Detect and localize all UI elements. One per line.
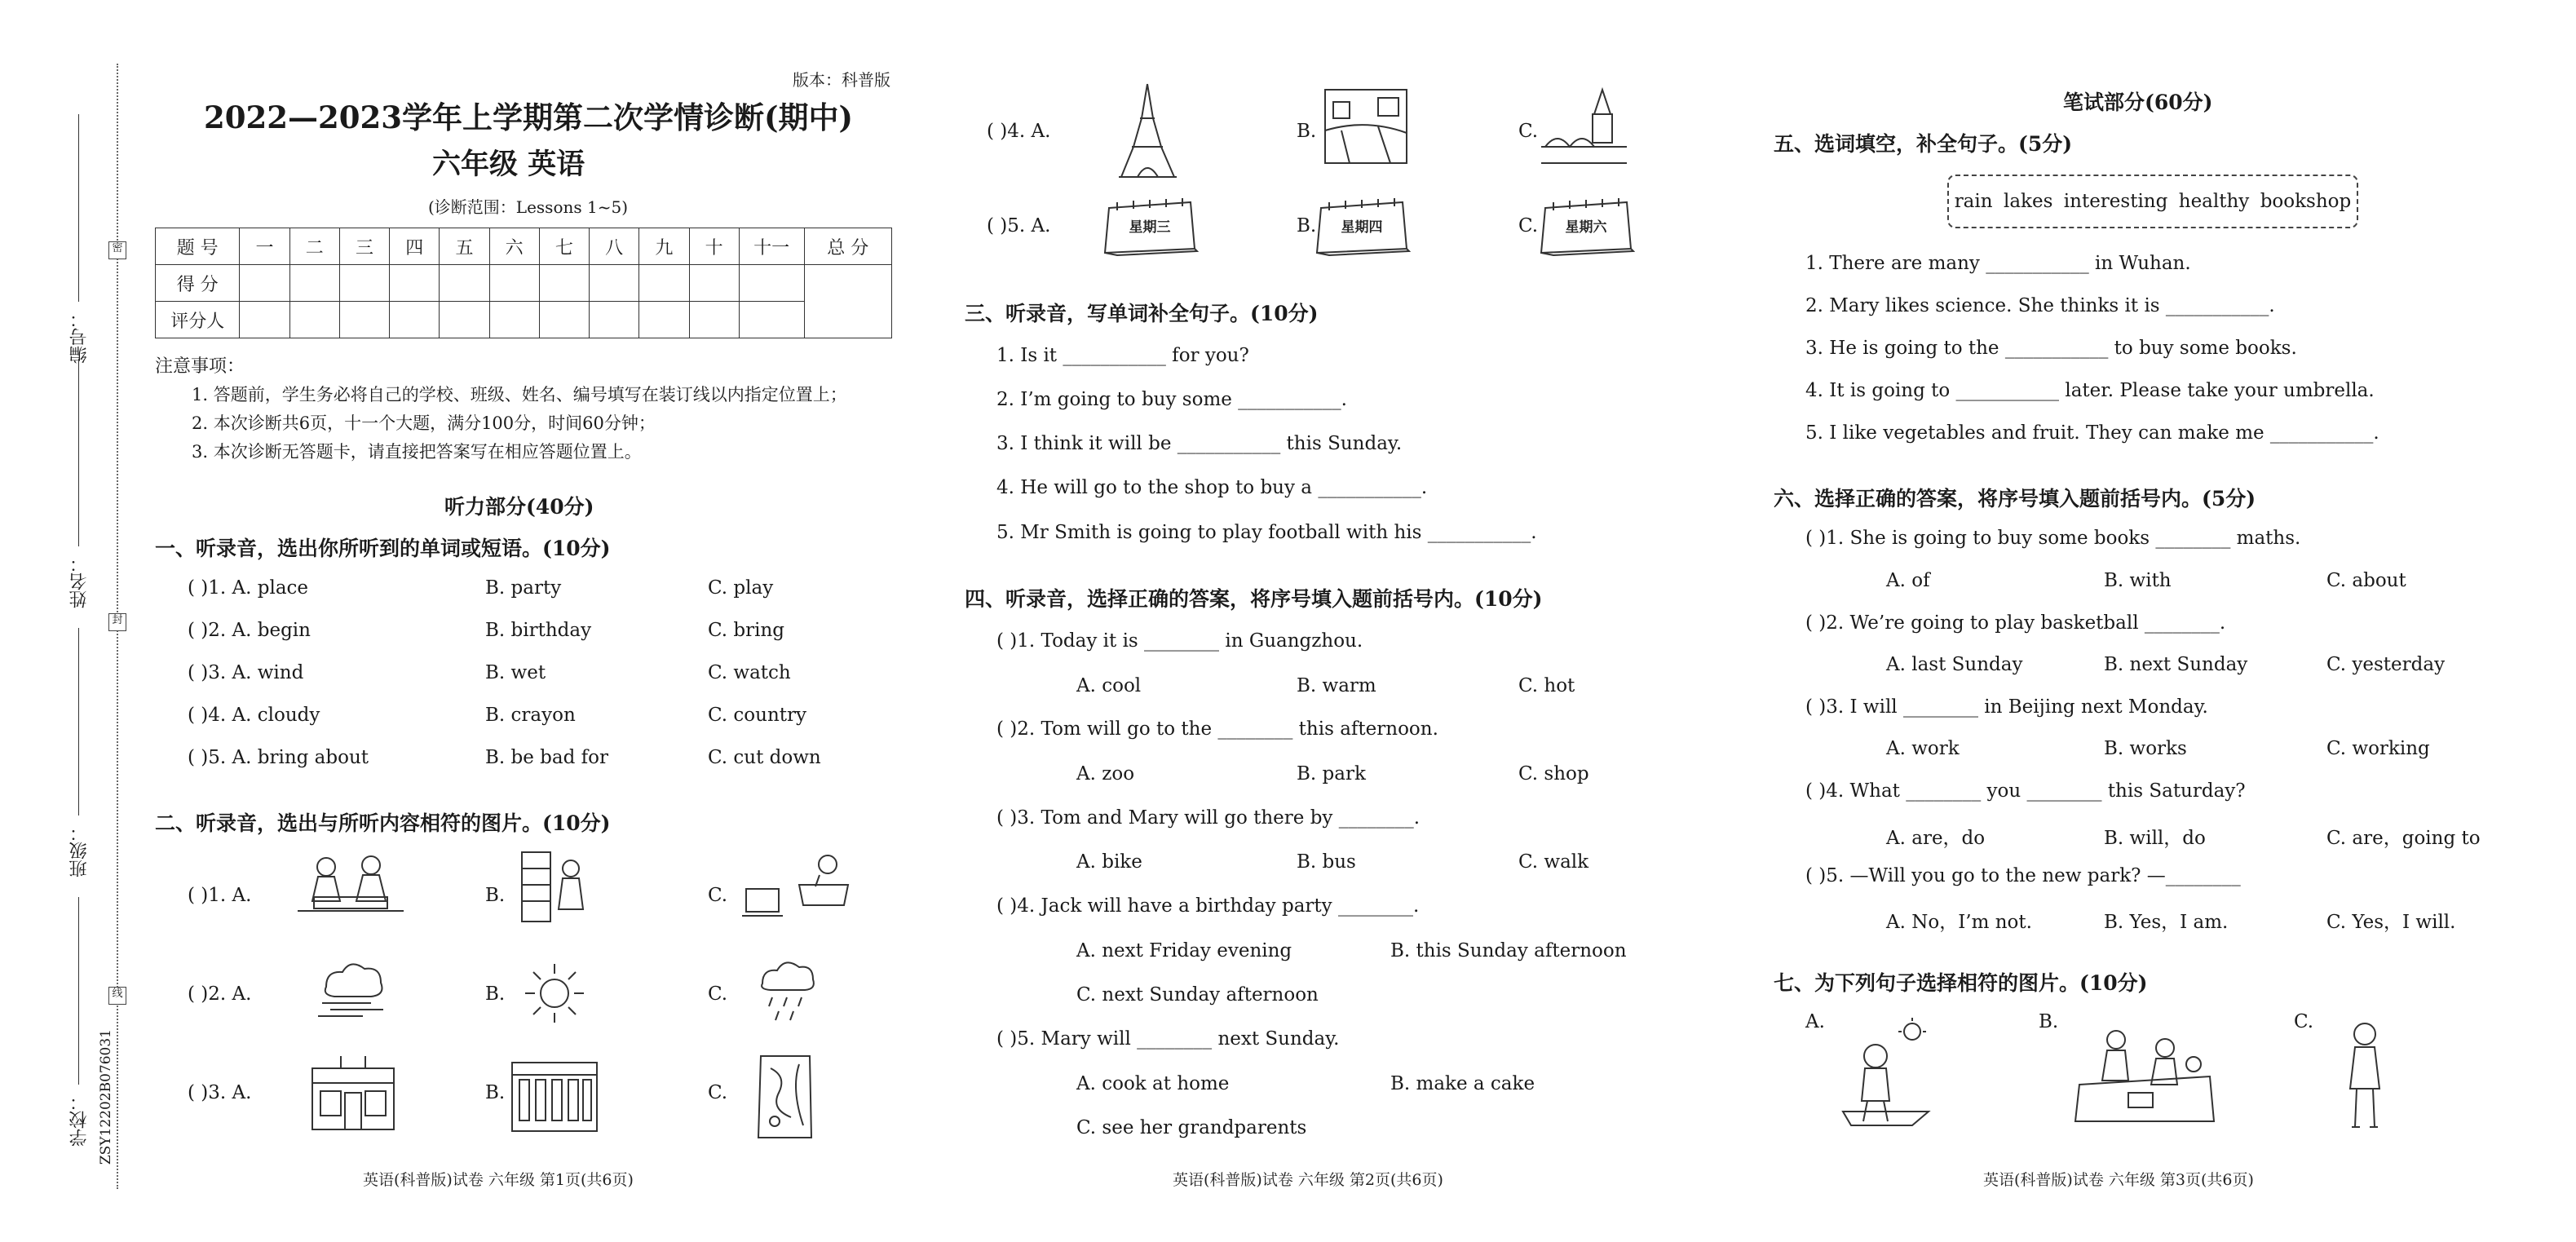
s4-q5: ( )5. Mary will ________ next Sunday. [996,1028,1340,1050]
score-header: 二 [289,228,339,265]
s4-q3: ( )3. Tom and Mary will go there by ________. [996,807,1421,829]
s6-q5: ( )5. —Will you go to the new park? —________ [1805,865,2241,886]
s6-q3: ( )3. I will ________ in Beijing next Monday. [1805,696,2208,718]
s4-q2-c: C. shop [1518,763,1589,785]
binding-mark-mid: 封 [108,613,126,631]
s4-q2: ( )2. Tom will go to the ________ this afternoon. [996,718,1438,740]
s4-q3-b: B. bus [1297,851,1356,873]
score-table-score-row [156,265,892,302]
p2-q5: ( )5. A. [987,215,1051,236]
s4-q2-b: B. park [1297,763,1366,785]
note-item: 2. 本次诊断共6页，十一个大题，满分100分，时间60分钟； [192,413,656,433]
score-header: 五 [440,228,489,265]
written-part-title: 笔试部分(60分) [2063,91,2213,114]
s2-q2: ( )2. A. [188,983,252,1005]
score-row-label: 得 分 [156,265,240,302]
s1-q5-c: C. cut down [708,747,821,768]
s6-q1-b: B. with [2104,570,2172,591]
binding-number-label: 编号： [69,310,90,364]
s6-q4-a: A. are，do [1886,828,1986,849]
s3-item: 1. Is it ___________ for you? [996,345,1249,366]
picture-shop-front [308,1052,398,1134]
s5-item: 1. There are many ___________ in Wuhan. [1805,253,2191,274]
s1-q3-c: C. watch [708,662,791,683]
s2-q3-c: C. [708,1082,728,1103]
calendar-wednesday-icon [1101,196,1199,257]
s4-q2-a: A. zoo [1076,763,1135,785]
s3-item: 3. I think it will be ___________ this Sunday. [996,433,1403,454]
score-cell[interactable] [240,265,289,302]
s4-q3-a: A. bike [1076,851,1142,873]
s1-q5-b: B. be bad for [485,747,608,768]
p2-q4-c: C. [1518,121,1539,142]
score-table-grader-row [156,302,892,338]
picture-girl-sofa-tv [730,852,852,922]
score-header: 题 号 [156,228,240,265]
section-5-title: 五、选词填空，补全句子。(5分) [1774,132,2073,156]
score-header: 七 [539,228,589,265]
s4-q4-b: B. this Sunday afternoon [1390,940,1627,961]
s7-label-c: C. [2294,1011,2314,1032]
s6-q4: ( )4. What ________ you ________ this Saturday? [1805,780,2246,802]
picture-boy-sun [1839,1015,1937,1129]
s7-label-a: A. [1805,1011,1825,1032]
s3-item: 5. Mr Smith is going to play football with his ___________. [996,522,1537,543]
s3-item: 2. I’m going to buy some ___________. [996,389,1347,410]
grader-cell[interactable] [489,302,539,338]
sun-icon [522,961,587,1026]
score-cell[interactable] [639,265,689,302]
p2-q4: ( )4. A. [987,121,1051,142]
binding-school-line[interactable] [78,897,79,1085]
word-bank-item: healthy [2178,191,2250,212]
exam-title: 2022—2023学年上学期第二次学情诊断(期中) [204,99,853,135]
calendar-b-text: 星期四 [1341,219,1383,236]
calendar-a-text: 星期三 [1129,219,1171,236]
s6-q5-b: B. Yes，I am. [2104,912,2229,933]
section-4-title: 四、听录音，选择正确的答案，将序号填入题前括号内。(10分) [965,587,1543,611]
s2-q3: ( )3. A. [188,1082,252,1103]
score-cell[interactable] [289,265,339,302]
exam-scope: (诊断范围：Lessons 1~5) [428,197,628,217]
score-table-header-row [156,228,892,265]
s4-q5-a: A. cook at home [1076,1073,1230,1094]
page1-footer: 英语(科普版)试卷 六年级 第1页(共6页) [363,1171,634,1189]
section-6-title: 六、选择正确的答案，将序号填入题前括号内。(5分) [1774,487,2256,511]
score-table [155,228,892,338]
grader-cell[interactable] [539,302,589,338]
binding-school-label: 学校： [69,1093,90,1147]
calendar-c-text: 星期六 [1565,219,1607,236]
s1-q3-b: B. wet [485,662,546,683]
score-cell[interactable] [440,265,489,302]
score-header: 四 [390,228,440,265]
p2-q5-c: C. [1518,215,1539,236]
score-cell[interactable] [689,265,739,302]
score-header: 一 [240,228,289,265]
picture-map [754,1052,815,1142]
binding-serial: ZSY12202B076031 [98,1029,114,1165]
s4-q5-c: C. see her grandparents [1076,1117,1307,1138]
s2-q1-c: C. [708,885,728,906]
s6-q1: ( )1. She is going to buy some books ________ maths. [1805,528,2301,549]
s6-q5-c: C. Yes，I will. [2326,912,2456,933]
picture-children-drawing [289,852,412,917]
section-2-title: 二、听录音，选出与所听内容相符的图片。(10分) [155,811,611,835]
score-cell[interactable] [739,265,804,302]
s2-q1-b: B. [485,885,506,906]
s6-q2-a: A. last Sunday [1886,654,2023,675]
notes-title: 注意事项： [155,356,245,377]
p2-q4-b: B. [1297,121,1317,142]
picture-clothes-rack [510,1060,599,1134]
s6-q1-a: A. of [1886,570,1930,591]
s4-q1-c: C. hot [1518,675,1575,696]
s4-q1-b: B. warm [1297,675,1376,696]
score-header: 八 [590,228,639,265]
s4-q1: ( )1. Today it is ________ in Guangzhou. [996,630,1363,652]
score-cell[interactable] [539,265,589,302]
s1-q2-c: C. bring [708,620,785,641]
score-header: 六 [489,228,539,265]
word-bank-item: lakes [2003,191,2053,212]
grader-cell[interactable] [639,302,689,338]
grader-cell[interactable] [440,302,489,338]
binding-name-label: 姓名： [69,555,90,608]
score-header: 十 [689,228,739,265]
picture-castle-bridge [1537,86,1631,171]
score-cell[interactable] [390,265,440,302]
binding-number-line[interactable] [78,114,79,302]
page2-footer: 英语(科普版)试卷 六年级 第2页(共6页) [1173,1171,1443,1189]
grader-cell[interactable] [240,302,289,338]
word-bank-item: rain [1954,191,1993,212]
section-3-title: 三、听录音，写单词补全句子。(10分) [965,302,1319,325]
score-header: 九 [639,228,689,265]
grader-cell[interactable] [739,302,804,338]
section-1-title: 一、听录音，选出你所听到的单词或短语。(10分) [155,537,611,560]
section-7-title: 七、为下列句子选择相符的图片。(10分) [1774,971,2148,995]
word-bank-box [1947,175,2358,228]
binding-class-label: 班级： [69,824,90,877]
binding-name-line[interactable] [78,359,79,546]
score-cell[interactable] [339,265,389,302]
score-header: 十一 [739,228,804,265]
s1-q1: ( )1. A. place [188,577,309,599]
s3-item: 4. He will go to the shop to buy a ___________. [996,477,1428,498]
word-bank-item: interesting [2063,191,2168,212]
score-header: 总 分 [804,228,891,265]
s2-q2-b: B. [485,983,506,1005]
note-item: 3. 本次诊断无答题卡，请直接把答案写在相应答题位置上。 [192,442,642,462]
listening-title: 听力部分(40分) [444,495,594,519]
s5-item: 5. I like vegetables and fruit. They can make me ___________. [1805,422,2379,444]
s4-q1-a: A. cool [1076,675,1142,696]
s6-q5-a: A. No，I’m not. [1886,912,2032,933]
s5-item: 4. It is going to ___________ later. Please take your umbrella. [1805,380,2375,401]
s4-q3-c: C. walk [1518,851,1589,873]
s2-q3-b: B. [485,1082,506,1103]
s1-q5: ( )5. A. bring about [188,747,369,768]
grader-cell[interactable] [339,302,389,338]
binding-mark-top: 密 [108,241,126,259]
calendar-saturday-icon [1537,196,1635,257]
s5-item: 3. He is going to the ___________ to buy some books. [1805,338,2297,359]
s6-q2-b: B. next Sunday [2104,654,2248,675]
s5-item: 2. Mary likes science. She thinks it is ___________. [1805,295,2275,316]
picture-river-town [1321,86,1411,167]
grader-cell[interactable] [289,302,339,338]
s2-q2-c: C. [708,983,728,1005]
s6-q3-a: A. work [1886,738,1960,759]
s4-q4-c: C. next Sunday afternoon [1076,984,1319,1006]
page3-footer: 英语(科普版)试卷 六年级 第3页(共6页) [1983,1171,2254,1189]
version-label: 版本：科普版 [793,70,890,90]
eiffel-tower-icon [1117,82,1178,179]
s1-q2-b: B. birthday [485,620,592,641]
s6-q1-c: C. about [2326,570,2406,591]
s4-q4-a: A. next Friday evening [1076,940,1292,961]
score-header: 三 [339,228,389,265]
rain-cloud-icon [754,952,820,1026]
s1-q3: ( )3. A. wind [188,662,304,683]
note-item: 1. 答题前，学生务必将自己的学校、班级、姓名、编号填写在装订线以内指定位置上； [192,385,847,404]
picture-boy-standing [2340,1019,2389,1134]
binding-mark-bottom: 线 [108,987,126,1005]
s6-q4-c: C. are，going to [2326,828,2481,849]
score-cell[interactable] [590,265,639,302]
s1-q1-c: C. play [708,577,774,599]
grader-cell[interactable] [689,302,739,338]
windy-icon [314,954,391,1019]
s6-q2-c: C. yesterday [2326,654,2446,675]
s4-q5-b: B. make a cake [1390,1073,1535,1094]
s2-q1: ( )1. A. [188,885,252,906]
grader-cell[interactable] [590,302,639,338]
exam-subtitle: 六年级 英语 [432,148,585,181]
word-bank-item: bookshop [2260,191,2352,212]
picture-girl-bookshelf [518,848,595,926]
s1-q1-b: B. party [485,577,562,599]
binding-class-line[interactable] [78,628,79,815]
s7-label-b: B. [2039,1011,2059,1032]
grader-row-label: 评分人 [156,302,240,338]
s1-q4-c: C. country [708,705,806,726]
calendar-thursday-icon [1313,196,1411,257]
picture-family-picnic [2071,1019,2218,1125]
s1-q4: ( )4. A. cloudy [188,705,320,726]
s4-q4: ( )4. Jack will have a birthday party ________. [996,895,1420,917]
s1-q4-b: B. crayon [485,705,576,726]
score-cell[interactable] [489,265,539,302]
s1-q2: ( )2. A. begin [188,620,311,641]
s6-q4-b: B. will，do [2104,828,2206,849]
score-total-cell[interactable] [804,265,891,338]
s6-q3-c: C. working [2326,738,2430,759]
p2-q5-b: B. [1297,215,1317,236]
grader-cell[interactable] [390,302,440,338]
s6-q3-b: B. works [2104,738,2187,759]
s6-q2: ( )2. We’re going to play basketball ________. [1805,612,2226,634]
